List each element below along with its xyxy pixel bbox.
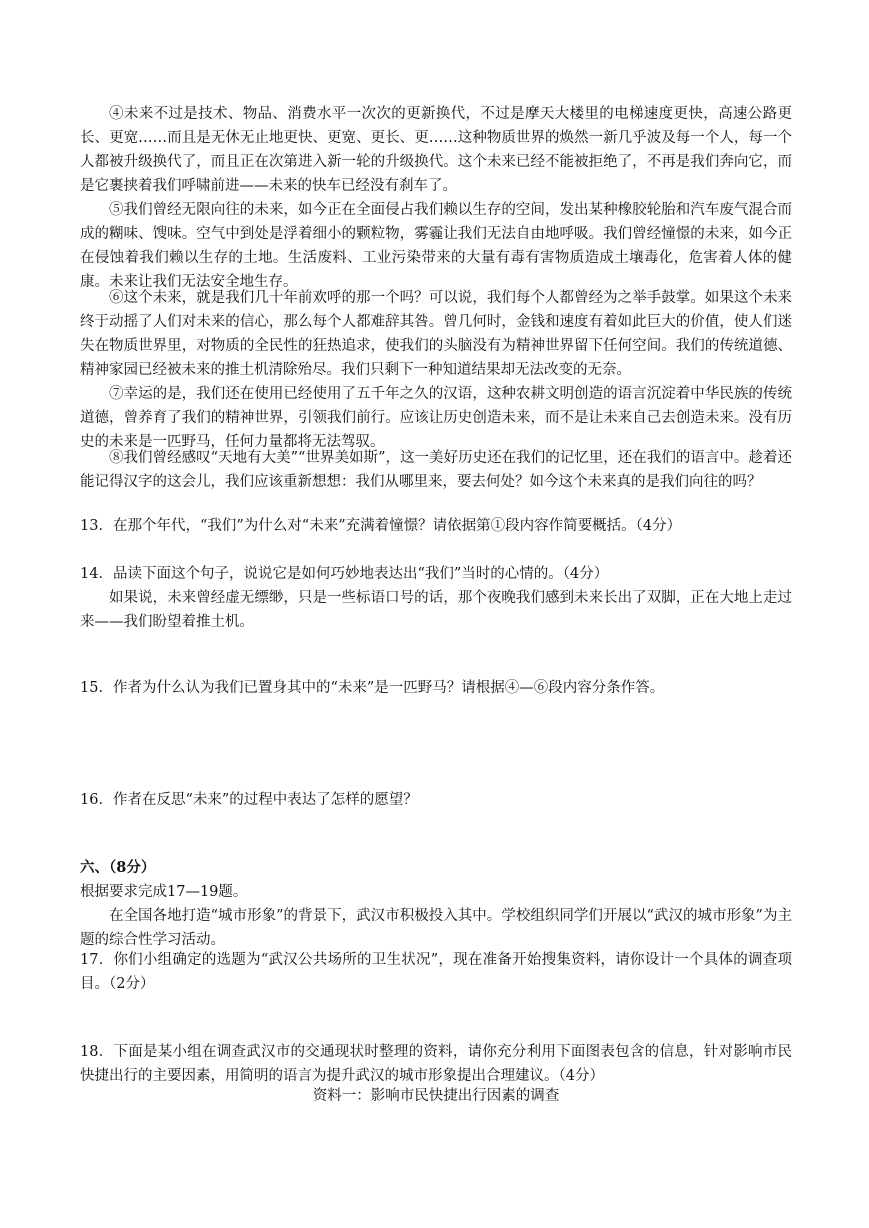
section-6-instruction: 根据要求完成17—19题。 [80, 884, 248, 900]
question-16: 16．作者在反思“未来”的过程中表达了怎样的愿望？ [80, 792, 418, 808]
section-6-context: 在全国各地打造“城市形象”的背景下，武汉市积极投入其中。学校组织同学们开展以“武汉的城市形象”为主题的综合性学习活动。 [80, 908, 792, 948]
question-17: 17．你们小组确定的选题为“武汉公共场所的卫生状况”，现在准备开始搜集资料，请你设计一个具体的调查项目。（2分） [80, 952, 792, 992]
paragraph-6: ⑥这个未来，就是我们几十年前欢呼的那一个吗？可以说，我们每个人都曾经为之举手鼓掌。如果这个未来终于动摇了人们对未来的信心，那么每个人都难辞其咎。曾几何时，金钱和速度有着如此巨大的价值，使人们迷失在物质世界里，对物质的全民性的狂热追求，使我们的头脑没有为精神世界留下任何空间。我们的传统道德、精神家园已经被未来的推土机清除殆尽。我们只剩下一种知道结果却无法改变的无奈。 [80, 290, 792, 378]
material-title: 资料一：影响市民快捷出行因素的调查 [312, 1088, 560, 1104]
question-18: 18．下面是某小组在调查武汉市的交通现状时整理的资料，请你充分利用下面图表包含的信息，针对影响市民快捷出行的主要因素，用简明的语言为提升武汉的城市形象提出合理建议。（4分） [80, 1044, 792, 1084]
paragraph-5: ⑤我们曾经无限向往的未来，如今正在全面侵占我们赖以生存的空间，发出某种橡胶轮胎和汽车废气混合而成的糊味、馊味。空气中到处是浮着细小的颗粒物，雾霾让我们无法自由地呼吸。我们曾经憧憬的未来，如今正在侵蚀着我们赖以生存的土地。生活废料、工业污染带来的大量有毒有害物质造成土壤毒化，危害着人体的健康。未来让我们无法安全地生存。 [80, 202, 792, 290]
paragraph-4: ④未来不过是技术、物品、消费水平一次次的更新换代，不过是摩天大楼里的电梯速度更快，高速公路更长、更宽……而且是无休无止地更快、更宽、更长、更……这种物质世界的焕然一新几乎波及每一个人，每一个人都被升级换代了，而且正在次第进入新一轮的升级换代。这个未来已经不能被拒绝了，不再是我们奔向它，而是它裹挟着我们呼啸前进——未来的快车已经没有刹车了。 [80, 106, 792, 194]
paragraph-7: ⑦幸运的是，我们还在使用已经使用了五千年之久的汉语，这种农耕文明创造的语言沉淀着中华民族的传统道德，曾养育了我们的精神世界，引领我们前行。应该让历史创造未来，而不是让未来自己去创造未来。没有历史的未来是一匹野马，任何力量都将无法驾驭。 [80, 386, 792, 450]
question-15: 15．作者为什么认为我们已置身其中的“未来”是一匹野马？请根据④—⑥段内容分条作答。 [80, 680, 665, 696]
question-13: 13．在那个年代，“我们”为什么对“未来”充满着憧憬？请依据第①段内容作简要概括。（4分） [80, 518, 682, 534]
question-14: 14．品读下面这个句子，说说它是如何巧妙地表达出“我们”当时的心情的。（4分） [80, 566, 609, 582]
paragraph-8: ⑧我们曾经感叹“天地有大美”“世界美如斯”，这一美好历史还在我们的记忆里，还在我们的语言中。趁着还能记得汉字的这会儿，我们应该重新想想：我们从哪里来，要去何处？如今这个未来真的是我们向往的吗？ [80, 450, 792, 490]
question-14-quote: 如果说，未来曾经虚无缥缈，只是一些标语口号的话，那个夜晚我们感到未来长出了双脚，正在大地上走过来——我们盼望着推土机。 [80, 590, 792, 630]
section-6-heading: 六、（8分） [80, 859, 156, 876]
